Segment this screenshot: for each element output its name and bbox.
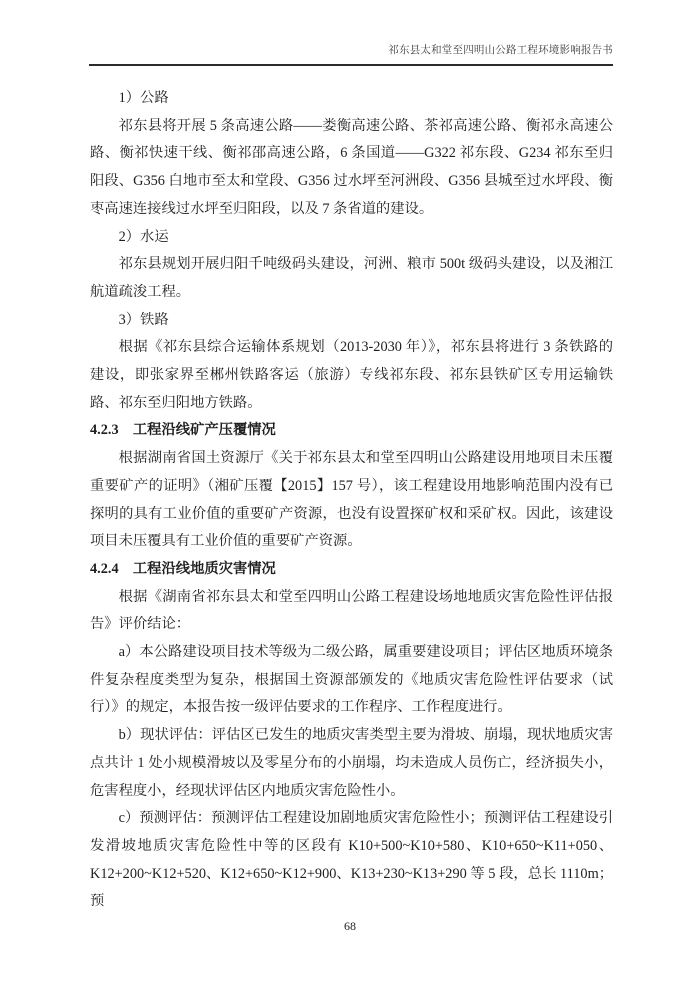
page-footer bbox=[0, 919, 700, 934]
page-header bbox=[89, 44, 613, 66]
paragraph-conclusion-c: c）预测评估：预测评估工程建设加剧地质灾害危险性小；预测评估工程建设引发滑坡地质灾害危险性中等的区段有 K10+500~K10+580、K10+650~K11+050、K12+200~K12+520、K12+650~K12+900、K13+230~K13+290 等 5 段，总长 1110m；预 bbox=[90, 810, 613, 910]
list-item-1-highway: 1）公路 bbox=[118, 90, 169, 106]
paragraph-waterway-plan: 祁东县规划开展归阳千吨级码头建设，河洲、粮市 500t 级码头建设，以及湘江航道疏浚工程。 bbox=[90, 256, 613, 300]
section-heading-4-2-3: 4.2.3 工程沿线矿产压覆情况 bbox=[90, 422, 276, 439]
paragraph-mineral-coverage: 根据湖南省国土资源厅《关于祁东县太和堂至四明山公路建设用地项目未压覆重要矿产的证明》（湘矿压覆【2015】157 号），该工程建设用地影响范围内没有已探明的具有工业价值的重要矿产资源，也没有设置探矿权和采矿权。因此，该建设项目未压覆具有工业价值的重要矿产资源。 bbox=[90, 450, 613, 550]
paragraph-conclusion-a: a）本公路建设项目技术等级为二级公路，属重要建设项目；评估区地质环境条件复杂程度类型为复杂，根据国土资源部颁发的《地质灾害危险性评估要求（试行）》的规定，本报告按一级评估要求的工作程序、工作程度进行。 bbox=[90, 644, 613, 716]
page-number: 68 bbox=[344, 919, 356, 933]
paragraph-highway-plan: 祁东县将开展 5 条高速公路——娄衡高速公路、茶祁高速公路、衡祁永高速公路、衡祁快速干线、衡祁邵高速公路，6 条国道——G322 祁东段、G234 祁东至归阳段、G356 白地市至太和堂段、G356 过水坪至河洲段、G356 县城至过水坪段、衡枣高速连接线过水坪至归阳段，以及 7 条省道的建设。 bbox=[90, 117, 613, 217]
header-title: 祁东县太和堂至四明山公路工程环境影响报告书 bbox=[388, 45, 613, 56]
paragraph-conclusion-b: b）现状评估：评估区已发生的地质灾害类型主要为滑坡、崩塌，现状地质灾害点共计 1 处小规模滑坡以及零星分布的小崩塌，均未造成人员伤亡，经济损失小，危害程度小，经现状评估区内地质灾害危险性小。 bbox=[90, 727, 613, 799]
paragraph-geohazard-report: 根据《湖南省祁东县太和堂至四明山公路工程建设场地地质灾害危险性评估报告》评价结论： bbox=[90, 588, 613, 633]
section-heading-4-2-4: 4.2.4 工程沿线地质灾害情况 bbox=[90, 560, 276, 577]
document-body bbox=[90, 85, 613, 916]
list-item-3-railway: 3）铁路 bbox=[118, 311, 169, 328]
paragraph-railway-plan: 根据《祁东县综合运输体系规划（2013-2030 年）》，祁东县将进行 3 条铁路的建设，即张家界至郴州铁路客运（旅游）专线祁东段、祁东县铁矿区专用运输铁路、祁东至归阳地方铁路。 bbox=[90, 339, 613, 411]
list-item-2-waterway: 2）水运 bbox=[118, 228, 169, 245]
